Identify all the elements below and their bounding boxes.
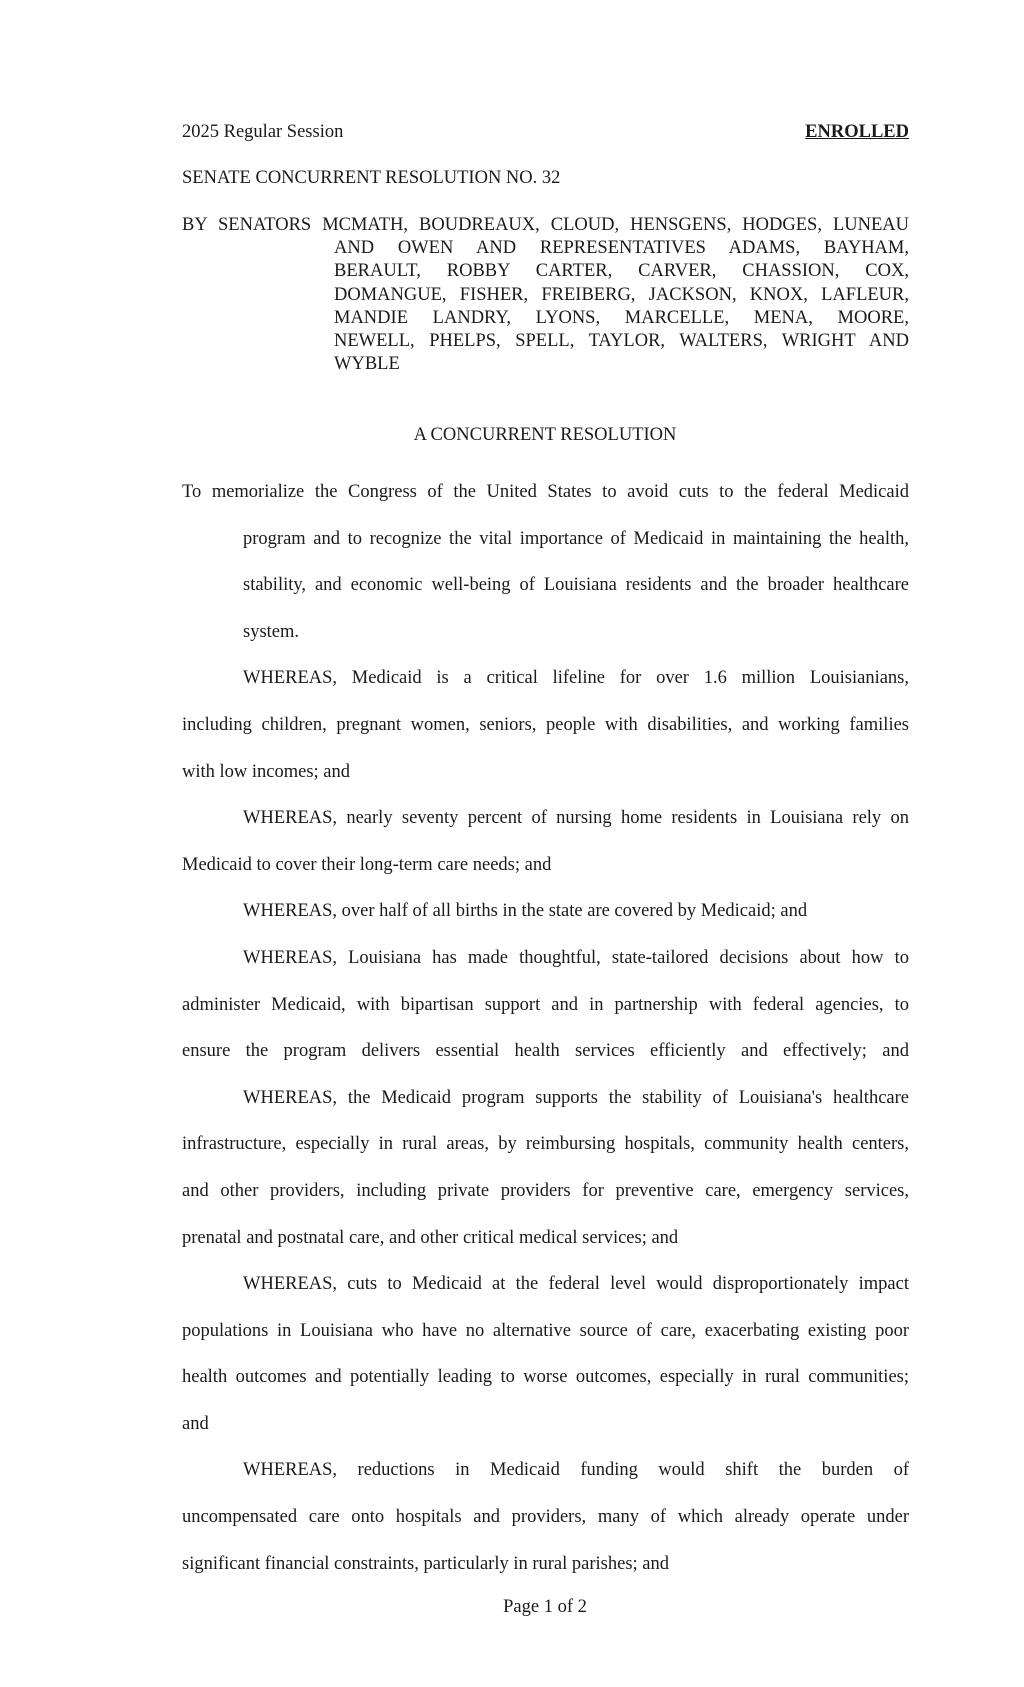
body-line: WHEREAS, Louisiana has made thoughtful, state-tailored decisions about how to xyxy=(243,947,909,968)
body-line: health outcomes and potentially leading to worse outcomes, especially in rural communities; xyxy=(182,1367,909,1388)
body-line: and other providers, including private providers for preventive care, emergency services, xyxy=(182,1180,909,1201)
body-line: administer Medicaid, with bipartisan support and in partnership with federal agencies, to xyxy=(182,994,909,1015)
body-line: uncompensated care onto hospitals and providers, many of which already operate under xyxy=(182,1507,909,1528)
sponsor-line: AND OWEN AND REPRESENTATIVES ADAMS, BAYHAM, xyxy=(334,238,909,259)
body-line: Medicaid to cover their long-term care needs; and xyxy=(182,854,552,875)
body-line: WHEREAS, Medicaid is a critical lifeline for over 1.6 million Louisianians, xyxy=(243,668,909,689)
body-line: WHEREAS, cuts to Medicaid at the federal level would disproportionately impact xyxy=(243,1274,909,1295)
body-line: To memorialize the Congress of the United States to avoid cuts to the federal Medicaid xyxy=(182,482,909,502)
body-line: program and to recognize the vital importance of Medicaid in maintaining the health, xyxy=(243,528,909,549)
body-line: and xyxy=(182,1413,209,1434)
body-line: WHEREAS, the Medicaid program supports the stability of Louisiana's healthcare xyxy=(243,1087,909,1108)
resolution-number: SENATE CONCURRENT RESOLUTION NO. 32 xyxy=(182,168,561,188)
body-line: system. xyxy=(243,621,300,642)
sponsor-line: DOMANGUE, FISHER, FREIBERG, JACKSON, KNOX, LAFLEUR, xyxy=(334,284,909,305)
body-line: with low incomes; and xyxy=(182,761,351,782)
sponsor-line: BERAULT, ROBBY CARTER, CARVER, CHASSION, COX, xyxy=(334,261,909,282)
sponsor-line-last: WYBLE xyxy=(334,354,400,375)
sponsors-block xyxy=(182,214,909,376)
body-line: including children, pregnant women, seniors, people with disabilities, and working families xyxy=(182,714,909,735)
sponsor-line: MANDIE LANDRY, LYONS, MARCELLE, MENA, MOORE, xyxy=(334,307,909,328)
body-line: infrastructure, especially in rural areas, by reimbursing hospitals, community health centers, xyxy=(182,1134,909,1155)
sponsor-line: NEWELL, PHELPS, SPELL, TAYLOR, WALTERS, WRIGHT AND xyxy=(334,331,909,352)
resolution-title: A CONCURRENT RESOLUTION xyxy=(413,425,677,445)
body-line: ensure the program delivers essential health services efficiently and effectively; and xyxy=(182,1041,909,1062)
sponsors-continuation xyxy=(334,237,909,376)
body-line: populations in Louisiana who have no alternative source of care, exacerbating existing poor xyxy=(182,1320,909,1341)
body-line: WHEREAS, reductions in Medicaid funding would shift the burden of xyxy=(243,1460,909,1481)
body-line: stability, and economic well-being of Louisiana residents and the broader healthcare xyxy=(243,575,909,596)
body-line: WHEREAS, over half of all births in the state are covered by Medicaid; and xyxy=(243,901,808,922)
page-number: Page 1 of 2 xyxy=(503,1597,587,1617)
enrolled-status: ENROLLED xyxy=(805,122,909,142)
document-header xyxy=(182,122,909,146)
body-line: WHEREAS, nearly seventy percent of nursing home residents in Louisiana rely on xyxy=(243,808,909,829)
session-label: 2025 Regular Session xyxy=(182,122,344,142)
sponsors-first-line: BY SENATORS MCMATH, BOUDREAUX, CLOUD, HENSGENS, HODGES, LUNEAU xyxy=(182,215,909,235)
body-line: significant financial constraints, particularly in rural parishes; and xyxy=(182,1553,670,1574)
body-line: prenatal and postnatal care, and other critical medical services; and xyxy=(182,1227,679,1248)
resolution-body xyxy=(182,469,909,1587)
